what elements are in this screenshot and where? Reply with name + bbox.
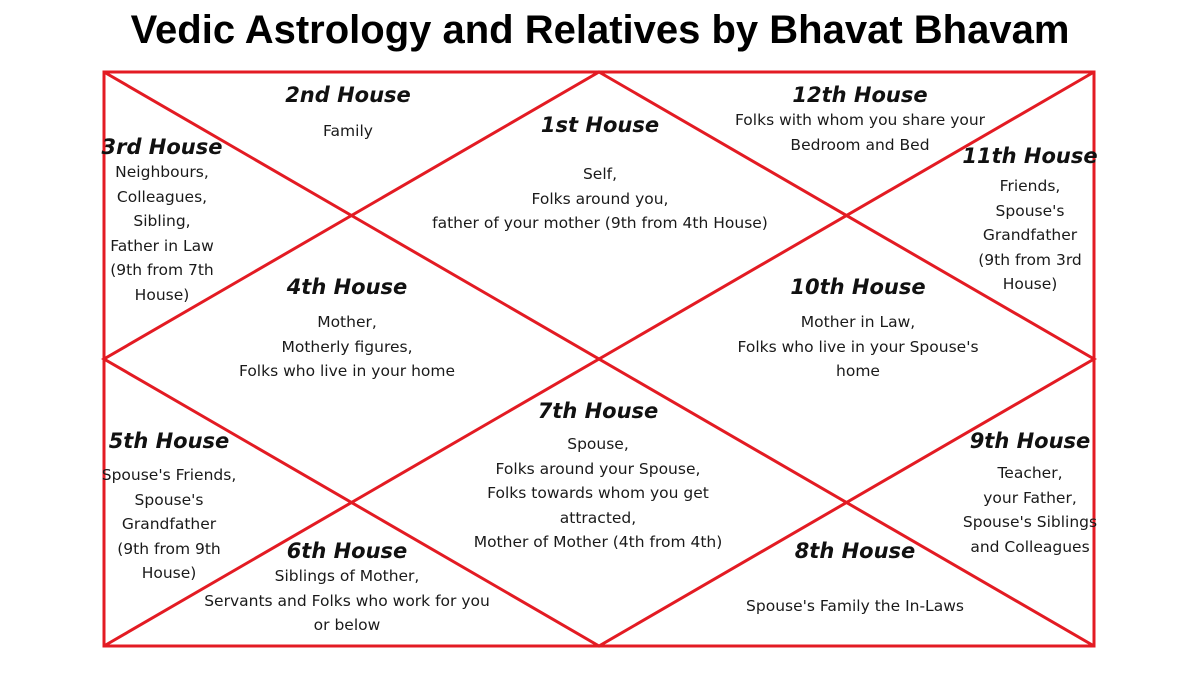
house-1	[432, 112, 768, 236]
house-3-label: 3rd House	[101, 135, 223, 159]
house-6-label: 6th House	[286, 539, 408, 563]
house-4	[239, 274, 455, 384]
house-7-label: 7th House	[537, 399, 659, 423]
house-12-description: Folks with whom you share your Bedroom and Bed	[734, 111, 986, 154]
chart-title: Vedic Astrology and Relatives by Bhavat Bhavam	[130, 8, 1070, 52]
house-12	[735, 82, 985, 157]
house-3	[101, 134, 222, 307]
house-10	[737, 274, 978, 384]
house-1-label: 1st House	[540, 113, 660, 137]
house-11-description: Friends, Spouse's Grandfather (9th from 3rd House)	[978, 177, 1082, 293]
house-9-description: Teacher, your Father, Spouse's Siblings and Colleagues	[962, 464, 1098, 556]
house-2-description: Family	[323, 122, 373, 140]
house-4-label: 4th House	[286, 275, 408, 299]
house-12-label: 12th House	[792, 83, 928, 107]
house-1-description: Self, Folks around you, father of your mother (9th from 4th House)	[432, 165, 768, 232]
house-5-label: 5th House	[108, 429, 230, 453]
house-8-description: Spouse's Family the In-Laws	[746, 597, 964, 615]
house-11-label: 11th House	[962, 144, 1098, 168]
house-11	[962, 143, 1097, 297]
house-10-description: Mother in Law, Folks who live in your Spouse's home	[737, 313, 979, 380]
house-6	[204, 538, 490, 638]
house-2-label: 2nd House	[285, 83, 411, 107]
house-2	[285, 82, 411, 144]
house-3-description: Neighbours, Colleagues, Sibling, Father in Law (9th from 7th House)	[110, 163, 214, 304]
house-7-description: Spouse, Folks around your Spouse, Folks towards whom you get attracted, Mother of Mother (4th from 4th)	[473, 435, 723, 551]
house-7	[474, 398, 723, 555]
house-9-label: 9th House	[969, 429, 1091, 453]
house-6-description: Siblings of Mother, Servants and Folks who work for you or below	[204, 567, 490, 634]
house-8-label: 8th House	[794, 539, 916, 563]
house-8	[746, 538, 964, 619]
house-4-description: Mother, Motherly figures, Folks who live in your home	[238, 313, 456, 380]
house-5-description: Spouse's Friends, Spouse's Grandfather (9th from 9th House)	[101, 466, 237, 582]
house-10-label: 10th House	[790, 275, 926, 299]
house-9	[963, 428, 1097, 559]
